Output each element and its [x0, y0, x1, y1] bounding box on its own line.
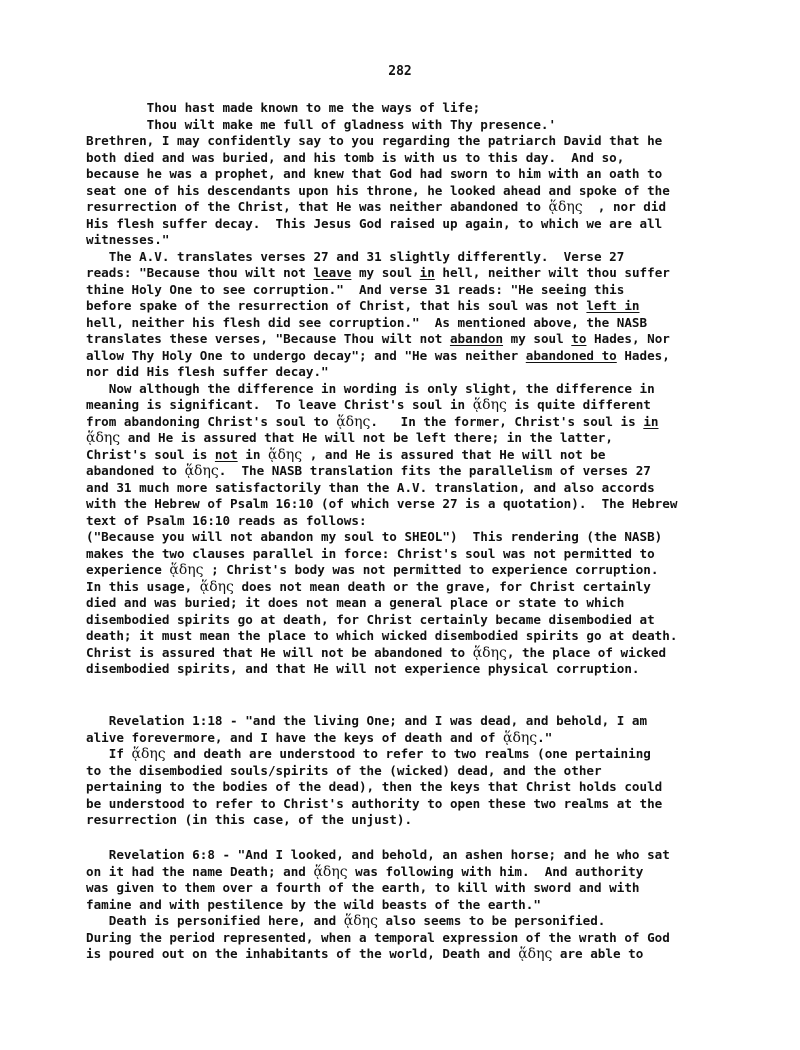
text-run: nor did His flesh suffer decay."	[86, 364, 329, 379]
text-run: thine Holy One to see corruption." And verse 31 reads: "He seeing this	[86, 281, 625, 297]
text-line	[86, 880, 776, 897]
text-line	[86, 315, 776, 332]
greek-word: ᾅδης	[131, 746, 166, 762]
text-run: died and was buried; it does not mean a general place or state to which	[86, 595, 625, 610]
greek-word: ᾅδης	[268, 446, 303, 463]
text-line	[86, 249, 776, 266]
text-run: Hades, Nor	[586, 331, 670, 346]
text-line	[86, 216, 776, 233]
text-line	[86, 897, 776, 914]
text-run: are able to	[552, 946, 644, 961]
text-line	[86, 746, 776, 763]
text-run: and 31 much more satisfactorily than the A.V. translation, and also accords	[86, 479, 655, 495]
text-run: In this usage,	[86, 578, 200, 594]
text-run: translates these verses, "Because Thou wilt not	[86, 331, 450, 346]
text-run: does not mean death or the grave, for Christ certainly	[233, 578, 651, 594]
text-run: is poured out on the inhabitants of the world, Death and	[86, 946, 519, 961]
text-line	[86, 645, 776, 662]
text-line	[86, 397, 776, 414]
text-run: both died and was buried, and his tomb is with us to this day. And so,	[86, 149, 625, 165]
underlined-word: in	[643, 413, 659, 429]
text-line	[86, 430, 776, 447]
text-run: and He is assured that He will not be left there; in the latter,	[120, 430, 613, 445]
text-line	[86, 150, 776, 167]
text-run: abandoned to	[86, 463, 185, 478]
text-line	[86, 232, 776, 249]
text-run: resurrection (in this case, of the unjust).	[86, 812, 413, 827]
greek-word: ᾅδης	[472, 644, 507, 661]
text-run: Thou hast made known to me the ways of life;	[86, 100, 481, 115]
text-run: , nor did	[582, 199, 667, 214]
greek-word: ᾅδης	[336, 413, 371, 430]
text-line	[86, 183, 776, 200]
greek-word: ᾅδης	[518, 946, 553, 962]
text-run: witnesses."	[86, 232, 170, 247]
text-line	[86, 796, 776, 813]
underlined-word: not	[214, 446, 238, 462]
greek-word: ᾅδης	[199, 578, 234, 595]
text-run: hell, neither wilt thou suffer	[434, 265, 670, 280]
underlined-word: abandon	[449, 331, 504, 346]
underlined-word: abandoned to	[525, 347, 617, 363]
text-run: ("Because you will not abandon my soul to SHEOL") This rendering (the NASB)	[86, 529, 663, 544]
text-run: my soul	[503, 331, 572, 346]
text-line	[86, 628, 776, 645]
text-run: meaning is significant. To leave Christ's soul in	[86, 397, 473, 412]
text-run: During the period represented, when a temporal expression of the wrath of God	[86, 929, 670, 945]
text-run: in	[237, 446, 268, 462]
underlined-word: left in	[586, 298, 640, 313]
text-run: Hades,	[616, 347, 670, 363]
text-run: disembodied spirits go at death, for Christ certainly became disembodied at	[86, 611, 655, 627]
text-line	[86, 864, 776, 881]
text-run: alive forevermore, and I have the keys of death and of	[86, 729, 504, 745]
text-line	[86, 913, 776, 930]
text-line	[86, 612, 776, 629]
text-line	[86, 763, 776, 780]
greek-word: ᾅδης	[503, 729, 538, 746]
text-run: Christ's soul is	[86, 446, 215, 462]
text-line	[86, 713, 776, 730]
text-run: because he was a prophet, and knew that God had sworn to him with an oath to	[86, 166, 663, 181]
text-line	[86, 298, 776, 315]
text-run: Christ is assured that He will not be abandoned to	[86, 644, 473, 660]
text-run: seat one of his descendants upon his throne, he looked ahead and spoke of the	[86, 182, 670, 198]
text-run: Death is personified here, and	[86, 913, 344, 928]
text-line	[86, 348, 776, 365]
text-line	[86, 463, 776, 480]
text-run: pertaining to the bodies of the dead), then the keys that Christ holds could	[86, 779, 663, 794]
text-line	[86, 331, 776, 348]
text-line	[86, 166, 776, 183]
text-run: is quite different	[506, 397, 651, 412]
text-run: ; Christ's body was not permitted to experience corruption.	[203, 562, 659, 577]
text-line	[86, 414, 776, 431]
text-run: hell, neither his flesh did see corruption." As mentioned above, the NASB	[86, 314, 648, 330]
text-line	[86, 117, 776, 134]
text-line	[86, 562, 776, 579]
text-line	[86, 546, 776, 563]
text-run: The A.V. translates verses 27 and 31 slightly differently. Verse 27	[86, 248, 625, 264]
text-run: resurrection of the Christ, that He was neither abandoned to	[86, 199, 549, 214]
text-line	[86, 265, 776, 282]
text-section	[86, 713, 776, 829]
text-line	[86, 847, 776, 864]
text-run: on it had the name Death; and	[86, 863, 314, 879]
text-run: , the place of wicked	[506, 644, 667, 660]
text-run: Now although the difference in wording is only slight, the difference in	[86, 380, 655, 396]
text-run: If	[86, 746, 132, 761]
text-run: death; it must mean the place to which wicked disembodied spirits go at death.	[86, 628, 678, 643]
text-run: my soul	[351, 265, 420, 280]
text-run: to the disembodied souls/spirits of the (wicked) dead, and the other	[86, 762, 602, 778]
greek-word: ᾅδης	[86, 430, 121, 446]
text-run: Brethren, I may confidently say to you regarding the patriarch David that he	[86, 133, 663, 148]
greek-word: ᾅδης	[184, 463, 219, 479]
text-section	[86, 847, 776, 963]
text-run: was given to them over a fourth of the earth, to kill with sword and with	[86, 880, 640, 895]
text-line	[86, 946, 776, 963]
text-line	[86, 282, 776, 299]
page-number: 282	[388, 64, 412, 79]
text-line	[86, 529, 776, 546]
underlined-word: in	[419, 265, 435, 280]
text-run: be understood to refer to Christ's authority to open these two realms at the	[86, 795, 663, 811]
text-run: was following with him. And authority	[347, 863, 644, 879]
text-line	[86, 595, 776, 612]
text-line	[86, 661, 776, 678]
text-run: text of Psalm 16:10 reads as follows:	[86, 512, 367, 528]
greek-word: ᾅδης	[343, 913, 378, 929]
text-run: reads: "Because thou wilt not	[86, 265, 314, 280]
text-run: and death are understood to refer to two realms (one pertaining	[165, 746, 651, 761]
text-run: . In the former, Christ's soul is	[370, 413, 644, 429]
text-run: experience	[86, 562, 170, 577]
text-run: with the Hebrew of Psalm 16:10 (of which verse 27 is a quotation). The Hebrew	[86, 496, 678, 511]
text-line	[86, 730, 776, 747]
text-line	[86, 480, 776, 497]
text-line	[86, 930, 776, 947]
greek-word: ᾅδης	[169, 562, 204, 578]
text-run: Revelation 1:18 - "and the living One; and I was dead, and behold, I am	[86, 713, 648, 728]
text-line	[86, 133, 776, 150]
text-run: His flesh suffer decay. This Jesus God raised up again, to which we are all	[86, 215, 663, 231]
text-line	[86, 496, 776, 513]
underlined-word: leave	[313, 265, 352, 280]
text-run: before spake of the resurrection of Christ, that his soul was not	[86, 298, 587, 313]
text-section	[86, 100, 776, 678]
text-line	[86, 447, 776, 464]
underlined-word: to	[571, 331, 587, 346]
text-run: also seems to be personified.	[377, 913, 606, 928]
text-line	[86, 364, 776, 381]
text-run: allow Thy Holy One to undergo decay"; and "He was neither	[86, 347, 526, 363]
text-run: famine and with pestilence by the wild beasts of the earth."	[86, 896, 541, 912]
text-run: makes the two clauses parallel in force: Christ's soul was not permitted to	[86, 545, 655, 561]
text-line	[86, 579, 776, 596]
text-run: from abandoning Christ's soul to	[86, 413, 337, 429]
text-line	[86, 513, 776, 530]
text-run: Revelation 6:8 - "And I looked, and behold, an ashen horse; and he who sat	[86, 847, 670, 862]
text-run: disembodied spirits, and that He will not experience physical corruption.	[86, 661, 640, 676]
text-run: , and He is assured that He will not be	[302, 446, 606, 462]
text-line	[86, 199, 776, 216]
text-line	[86, 100, 776, 117]
text-line	[86, 779, 776, 796]
greek-word: ᾅδης	[548, 199, 583, 215]
text-run: . The NASB translation fits the parallelism of verses 27	[218, 463, 651, 478]
text-run: ."	[537, 729, 553, 745]
text-line	[86, 381, 776, 398]
text-line	[86, 812, 776, 829]
greek-word: ᾅδης	[472, 397, 507, 413]
greek-word: ᾅδης	[313, 863, 348, 880]
text-run: Thou wilt make me full of gladness with Thy presence.'	[86, 116, 557, 132]
